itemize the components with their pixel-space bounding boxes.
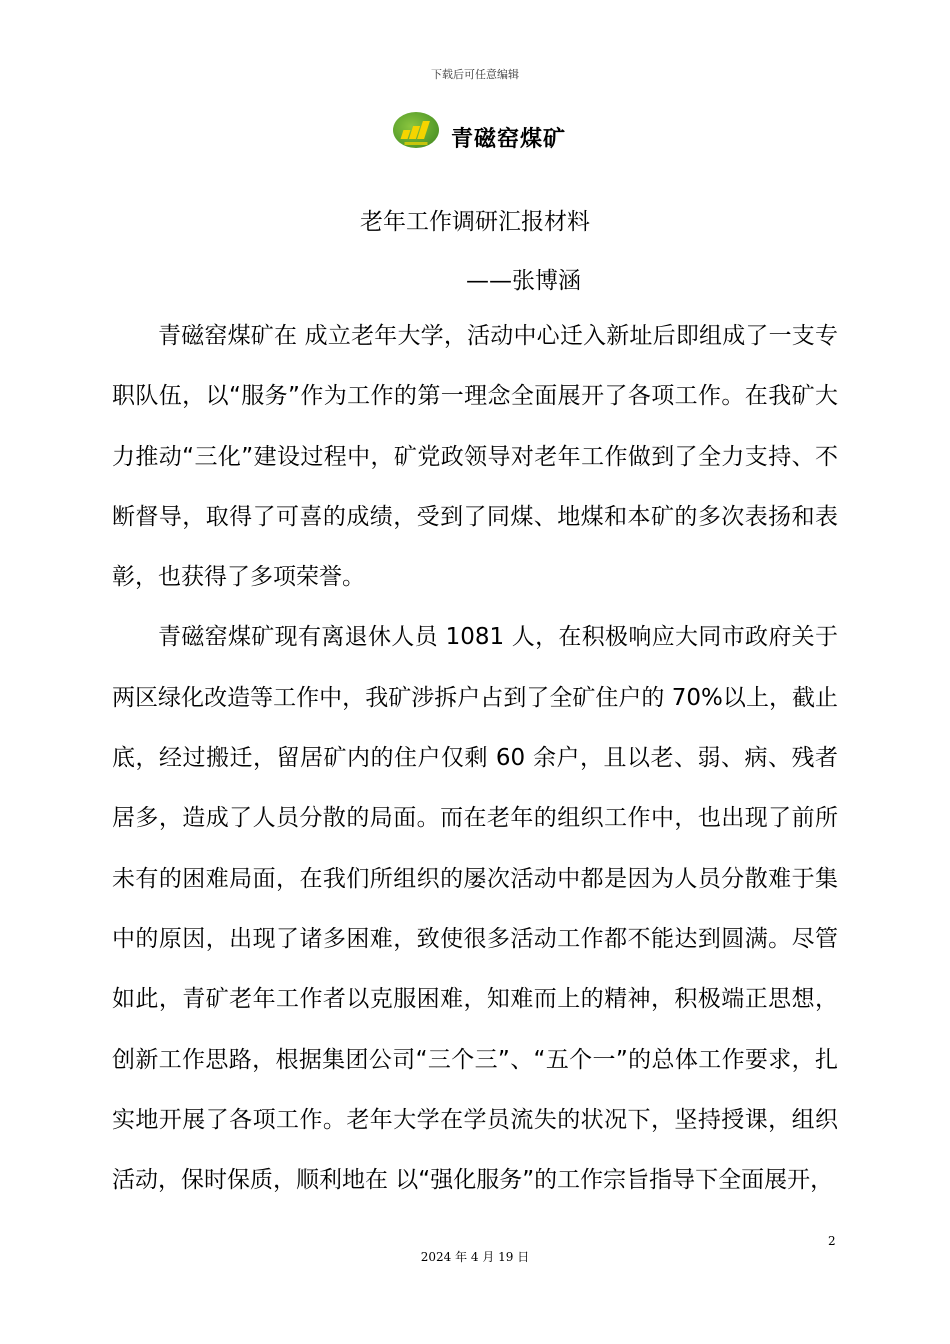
company-brand	[393, 110, 566, 150]
body-paragraph: 青磁窑煤矿在 成立老年大学，活动中心迁入新址后即组成了一支专职队伍，以“服务”作为工作的第一理念全面展开了各项工作。在我矿大力推动“三化”建设过程中，矿党政领导对老年工作做到了全力支持、不断督导，取得了可喜的成绩，受到了同煤、地煤和本矿的多次表扬和表彰，也获得了多项荣誉。	[112, 323, 838, 591]
footer-date: 2024 年 4 月 19 日	[420, 1250, 530, 1264]
document-title: 老年工作调研汇报材料	[360, 209, 590, 235]
company-name: 青磁窑煤矿	[451, 126, 567, 152]
company-logo-icon	[393, 112, 439, 148]
document-author: ——张博涵	[466, 268, 581, 294]
document-body	[112, 306, 838, 1210]
body-paragraph: 青磁窑煤矿现有离退休人员 1081 人，在积极响应大同市政府关于两区绿化改造等工作中，我矿涉拆户占到了全矿住户的 70%以上，截止底，经过搬迁，留居矿内的住户仅剩 60 余户，且以老、弱、病、残者居多，造成了人员分散的局面。而在老年的组织工作中，也出现了前所未有的困难局面，在我们所组织的屡次活动中都是因为人员分散难于集中的原因，出现了诸多困难，致使很多活动工作都不能达到圆满。尽管如此，青矿老年工作者以克服困难，知难而上的精神，积极端正思想，创新工作思路，根据集团公司“三个三”、“五个一”的总体工作要求，扎实地开展了各项工作。老年大学在学员流失的状况下，坚持授课，组织活动，保时保质，顺利地在 以“强化服务”的工作宗旨指导下全面展开，	[112, 624, 838, 1194]
header-note: 下载后可任意编辑	[431, 68, 519, 81]
page-number: 2	[828, 1234, 836, 1248]
